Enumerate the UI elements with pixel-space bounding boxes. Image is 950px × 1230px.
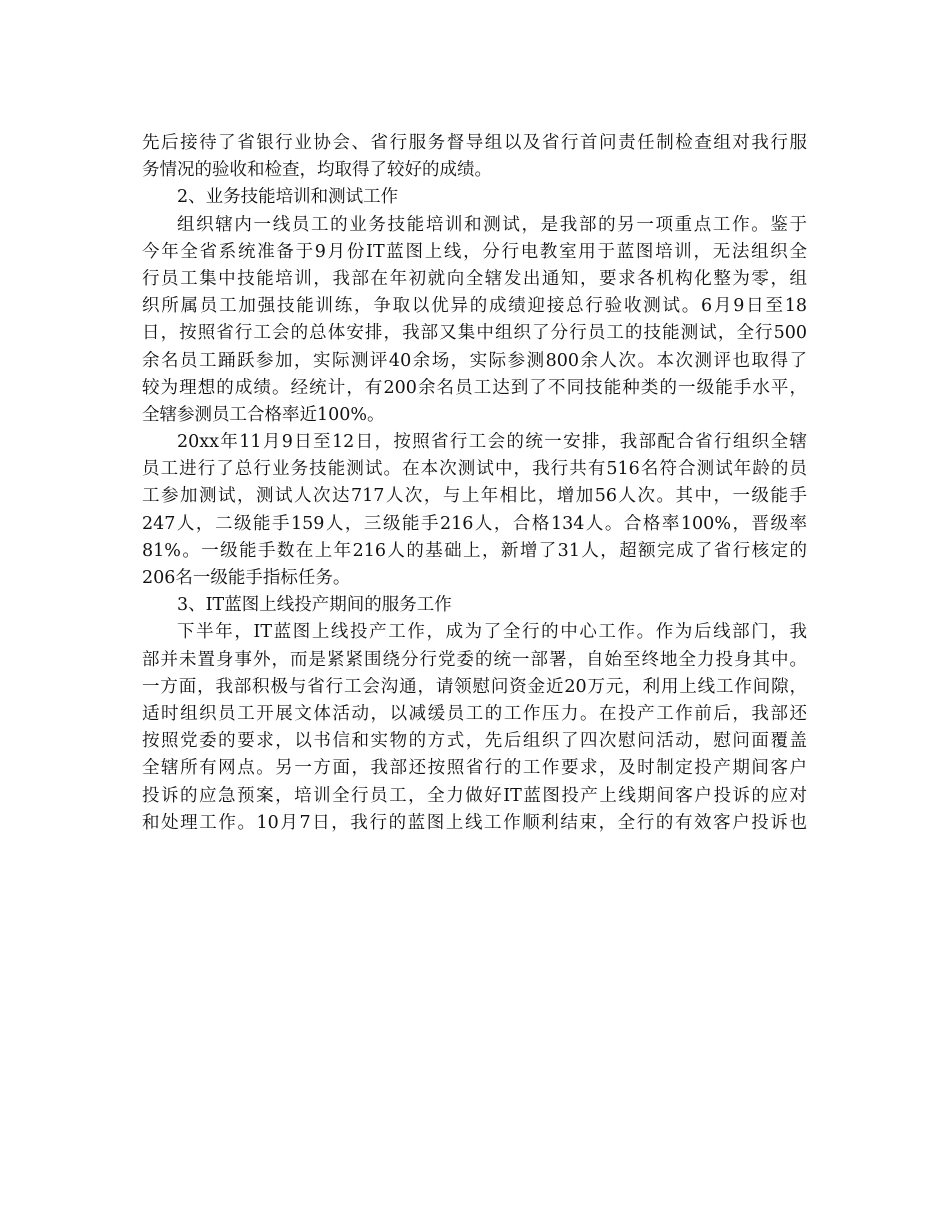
text-line: 组织辖内一线员工的业务技能培训和测试，是我部的另一项重点工作。鉴于 <box>177 214 807 235</box>
text-line: 全辖参测员工合格率近100%。 <box>142 404 385 425</box>
text-line: 行员工集中技能培训，我部在年初就向全辖发出通知，要求各机构化整为零，组 <box>142 268 807 289</box>
text-line: 适时组织员工开展文体活动，以减缓员工的工作压力。在投产工作前后，我部还 <box>142 703 807 724</box>
text-line: 一方面，我部积极与省行工会沟通，请领慰问资金近20万元，利用上线工作间隙， <box>142 676 807 697</box>
text-line: 工参加测试，测试人次达717人次，与上年相比，增加56人次。其中，一级能手 <box>142 486 807 507</box>
text-line: 2、业务技能培训和测试工作 <box>177 187 399 208</box>
text-line: 247人，二级能手159人，三级能手216人，合格134人。合格率100%，晋级率 <box>142 513 807 534</box>
text-line: 员工进行了总行业务技能测试。在本次测试中，我行共有516名符合测试年龄的员 <box>142 459 807 480</box>
text-line: 先后接待了省银行业协会、省行服务督导组以及省行首问责任制检查组对我行服 <box>142 133 807 153</box>
text-line: 余名员工踊跃参加，实际测评40余场，实际参测800余人次。本次测评也取得了 <box>142 350 807 371</box>
text-line: 和处理工作。10月7日，我行的蓝图上线工作顺利结束，全行的有效客户投诉也 <box>142 812 807 833</box>
text-line: 较为理想的成绩。经统计，有200余名员工达到了不同技能种类的一级能手水平， <box>142 377 807 398</box>
text-line: 投诉的应急预案，培训全行员工，全力做好IT蓝图投产上线期间客户投诉的应对 <box>142 785 807 806</box>
text-line: 日，按照省行工会的总体安排，我部又集中组织了分行员工的技能测试，全行500 <box>142 323 807 344</box>
text-line: 今年全省系统准备于9月份IT蓝图上线，分行电教室用于蓝图培训，无法组织全 <box>142 241 807 262</box>
text-line: 3、IT蓝图上线投产期间的服务工作 <box>177 595 452 616</box>
text-line: 20xx年11月9日至12日，按照省行工会的统一安排，我部配合省行组织全辖 <box>177 432 807 453</box>
text-line: 部并未置身事外，而是紧紧围绕分行党委的统一部署，自始至终地全力投身其中。 <box>142 649 807 670</box>
text-line: 全辖所有网点。另一方面，我部还按照省行的工作要求，及时制定投产期间客户 <box>142 758 807 779</box>
text-line: 81%。一级能手数在上年216人的基础上，新增了31人，超额完成了省行核定的 <box>142 540 807 561</box>
text-line: 206名一级能手指标任务。 <box>142 568 351 588</box>
text-line: 织所属员工加强技能训练，争取以优异的成绩迎接总行验收测试。6月9日至18 <box>142 296 807 317</box>
text-line: 务情况的验收和检查，均取得了较好的成绩。 <box>142 160 492 181</box>
text-line: 下半年，IT蓝图上线投产工作，成为了全行的中心工作。作为后线部门，我 <box>177 622 807 643</box>
document-body <box>142 130 807 837</box>
text-line: 按照党委的要求，以书信和实物的方式，先后组织了四次慰问活动，慰问面覆盖 <box>142 731 807 752</box>
